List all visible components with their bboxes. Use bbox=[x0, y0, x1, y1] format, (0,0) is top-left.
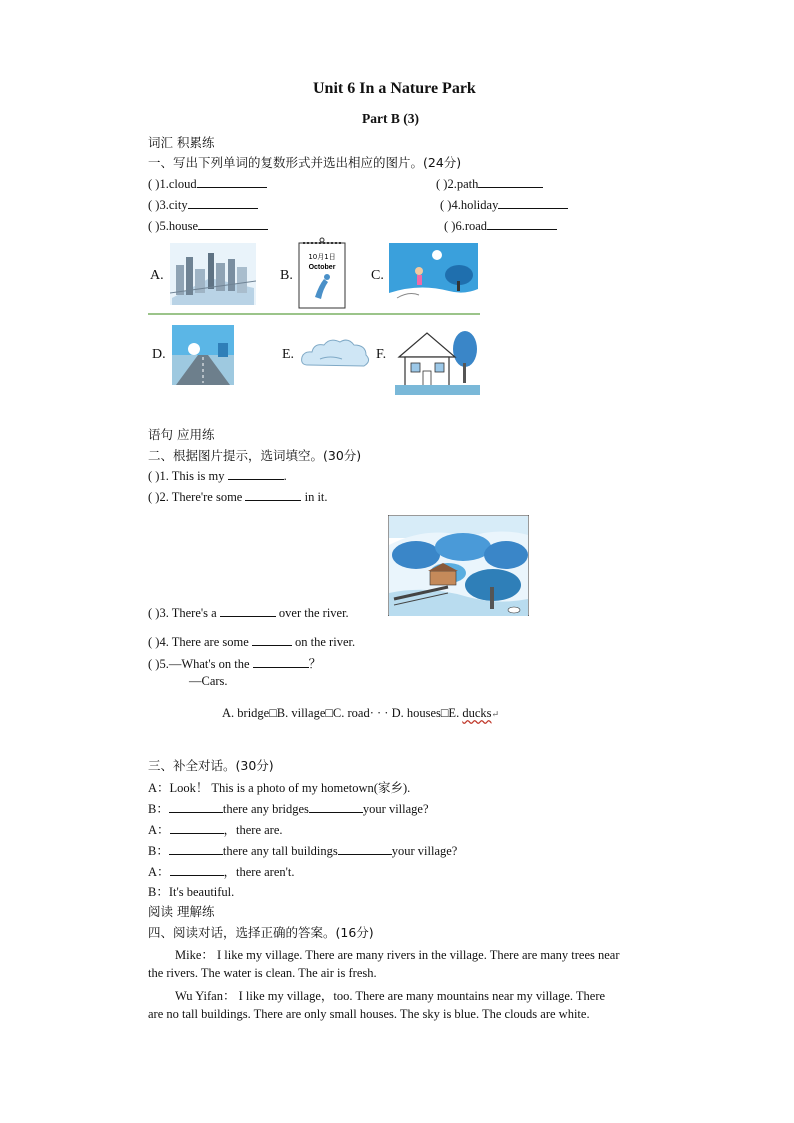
speaker: B： bbox=[148, 885, 169, 899]
word-options bbox=[222, 706, 499, 721]
section2-category: 语句 应用练 bbox=[148, 427, 215, 442]
item-word: 5.house bbox=[159, 219, 198, 233]
section2-heading: 二、根据图片提示，选词填空。(30分) bbox=[148, 448, 362, 463]
dialog-line-1 bbox=[148, 778, 410, 796]
section3-heading: 三、补全对话。(30分) bbox=[148, 758, 274, 773]
item-text: in it. bbox=[301, 490, 328, 504]
label-c: C. bbox=[371, 268, 384, 283]
s1-item-3 bbox=[148, 196, 258, 213]
s1-item-4 bbox=[440, 196, 568, 213]
dialog-text: ，there are. bbox=[223, 823, 283, 837]
item-word: 3.city bbox=[159, 198, 188, 212]
label-f: F. bbox=[376, 347, 387, 362]
answer-blank[interactable] bbox=[478, 175, 543, 188]
answer-blank[interactable] bbox=[245, 488, 301, 501]
section4-heading: 四、阅读对话，选择正确的答案。(16分) bbox=[148, 925, 374, 940]
label-b: B. bbox=[280, 268, 293, 283]
dialog-text: ，there aren't. bbox=[223, 865, 295, 879]
dialog-line-4 bbox=[148, 841, 457, 859]
cloud-picture bbox=[300, 335, 372, 373]
answer-paren: ( ) bbox=[148, 177, 160, 191]
s1-item-5 bbox=[148, 217, 268, 234]
reading-wu-line-1 bbox=[175, 986, 605, 1004]
dialog-text: there any bridges bbox=[222, 802, 309, 816]
item-word: 2.path bbox=[447, 177, 479, 191]
answer-blank[interactable] bbox=[188, 196, 258, 209]
answer-blank[interactable] bbox=[228, 467, 284, 480]
item-text: over the river. bbox=[275, 606, 349, 620]
s1-item-6 bbox=[444, 217, 557, 234]
dialog-text: your village? bbox=[362, 802, 429, 816]
dialog-text: there any tall buildings bbox=[222, 844, 338, 858]
s2-item-1 bbox=[148, 467, 287, 484]
reading-mike-line-2: the rivers. The water is clean. The air is fresh. bbox=[148, 966, 377, 980]
item-text: on the river. bbox=[291, 635, 356, 649]
answer-paren: ( ) bbox=[444, 219, 456, 233]
options-text: A. bridge□B. village□C. road· · · D. houses□E. bbox=[222, 706, 463, 720]
s2-item-3 bbox=[148, 604, 349, 621]
answer-blank[interactable] bbox=[338, 842, 392, 855]
dialog-line-6 bbox=[148, 882, 234, 900]
speaker: A： bbox=[148, 865, 170, 879]
answer-paren: ( ) bbox=[440, 198, 452, 212]
section4-category: 阅读 理解练 bbox=[148, 904, 215, 919]
dialog-line-3 bbox=[148, 820, 283, 838]
item-word: 4.holiday bbox=[451, 198, 499, 212]
item-word: 1.cloud bbox=[159, 177, 197, 191]
answer-paren: ( ) bbox=[148, 606, 160, 620]
label-d: D. bbox=[152, 347, 166, 362]
speaker-wu: Wu Yifan： bbox=[175, 989, 236, 1003]
reading-text: I like my village，too. There are many mountains near my village. There bbox=[238, 989, 606, 1003]
calendar-month: October bbox=[308, 264, 336, 271]
answer-blank[interactable] bbox=[169, 800, 223, 813]
answer-blank[interactable] bbox=[220, 604, 276, 617]
answer-paren: ( ) bbox=[148, 469, 160, 483]
reading-mike-line-1 bbox=[175, 945, 620, 963]
s2-item-4 bbox=[148, 633, 355, 650]
answer-blank[interactable] bbox=[487, 217, 557, 230]
s2-answer: —Cars. bbox=[189, 674, 228, 688]
path-picture bbox=[389, 243, 478, 306]
speaker: B： bbox=[148, 802, 169, 816]
answer-blank[interactable] bbox=[309, 800, 363, 813]
item-text: 3. There's a bbox=[159, 606, 220, 620]
road-picture bbox=[172, 325, 234, 385]
item-text: 5.—What's on the bbox=[159, 657, 253, 671]
answer-paren: ( ) bbox=[148, 635, 160, 649]
answer-blank[interactable] bbox=[498, 196, 568, 209]
answer-blank[interactable] bbox=[169, 842, 223, 855]
calendar-date: 10月1日 bbox=[308, 253, 336, 261]
dialog-text: your village? bbox=[391, 844, 458, 858]
answer-paren: ( ) bbox=[148, 198, 160, 212]
page-subtitle: Part B (3) bbox=[362, 111, 419, 126]
item-text: 4. There are some bbox=[159, 635, 252, 649]
s1-item-2 bbox=[436, 175, 543, 192]
speaker: A： bbox=[148, 823, 170, 837]
answer-blank[interactable] bbox=[253, 655, 309, 668]
option-ducks: ducks bbox=[462, 706, 492, 720]
section1-category: 词汇 积累练 bbox=[148, 135, 215, 150]
city-picture bbox=[170, 243, 256, 305]
answer-blank[interactable] bbox=[170, 863, 224, 876]
speaker: A： bbox=[148, 781, 170, 795]
s2-item-2 bbox=[148, 488, 328, 505]
calendar-picture bbox=[297, 237, 347, 310]
dialog-text: Look！ This is a photo of my hometown(家乡). bbox=[169, 781, 411, 795]
answer-blank[interactable] bbox=[170, 821, 224, 834]
dialog-text: It's beautiful. bbox=[168, 885, 235, 899]
answer-blank[interactable] bbox=[197, 175, 267, 188]
s2-item-5 bbox=[148, 654, 321, 672]
item-text: 1. This is my bbox=[159, 469, 228, 483]
answer-paren: ( ) bbox=[436, 177, 448, 191]
speaker: B： bbox=[148, 844, 169, 858]
item-word: 6.road bbox=[455, 219, 488, 233]
reading-wu-line-2: are no tall buildings. There are only small houses. The sky is blue. The clouds are white. bbox=[148, 1007, 590, 1021]
answer-blank[interactable] bbox=[252, 633, 292, 646]
label-e: E. bbox=[282, 347, 295, 362]
label-a: A. bbox=[150, 268, 164, 283]
item-text: 2. There're some bbox=[159, 490, 246, 504]
item-text: . bbox=[283, 469, 287, 483]
answer-blank[interactable] bbox=[198, 217, 268, 230]
answer-paren: ( ) bbox=[148, 219, 160, 233]
speaker-mike: Mike： bbox=[175, 948, 214, 962]
dialog-line-2 bbox=[148, 799, 429, 817]
return-mark: ↵ bbox=[491, 709, 500, 719]
item-text: ？ bbox=[308, 657, 322, 671]
dialog-line-5 bbox=[148, 862, 295, 880]
answer-paren: ( ) bbox=[148, 657, 160, 671]
section1-heading: 一、写出下列单词的复数形式并选出相应的图片。(24分) bbox=[148, 155, 462, 170]
s1-item-1 bbox=[148, 175, 267, 192]
page-title: Unit 6 In a Nature Park bbox=[313, 80, 476, 97]
village-picture bbox=[388, 515, 529, 616]
house-picture bbox=[395, 327, 480, 395]
picture-divider bbox=[148, 313, 480, 315]
answer-paren: ( ) bbox=[148, 490, 160, 504]
reading-text: I like my village. There are many rivers in the village. There are many trees near bbox=[217, 948, 620, 962]
